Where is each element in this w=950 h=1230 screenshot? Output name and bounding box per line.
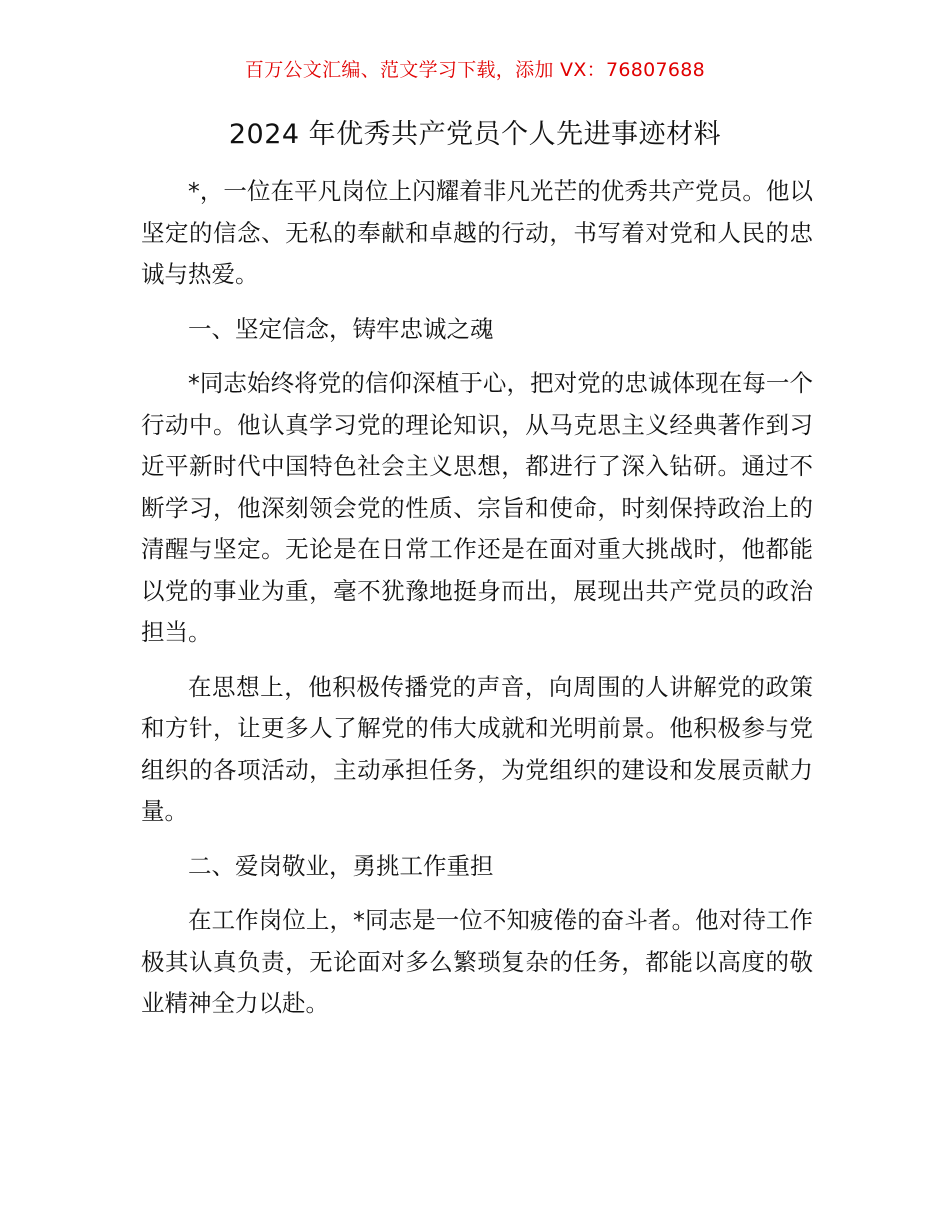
- section-heading-2: 二、爱岗敬业，勇挑工作重担: [188, 851, 494, 880]
- body-paragraph: 在思想上，他积极传播党的声音，向周围的人讲解党的政策和方针，让更多人了解党的伟大成就和光明前景。他积极参与党组织的各项活动，主动承担任务，为党组织的建设和发展贡献力量。: [141, 672, 813, 825]
- section-heading-1: 一、坚定信念，铸牢忠诚之魂: [188, 314, 494, 343]
- body-paragraph: 在工作岗位上，*同志是一位不知疲倦的奋斗者。他对待工作极其认真负责，无论面对多么繁琐复杂的任务，都能以高度的敬业精神全力以赴。: [141, 906, 813, 1017]
- intro-paragraph: *，一位在平凡岗位上闪耀着非凡光芒的优秀共产党员。他以坚定的信念、无私的奉献和卓越的行动，书写着对党和人民的忠诚与热爱。: [141, 177, 813, 288]
- body-paragraph: *同志始终将党的信仰深植于心，把对党的忠诚体现在每一个行动中。他认真学习党的理论知识，从马克思主义经典著作到习近平新时代中国特色社会主义思想，都进行了深入钻研。通过不断学习，他深刻领会党的性质、宗旨和使命，时刻保持政治上的清醒与坚定。无论是在日常工作还是在面对重大挑战时，他都能以党的事业为重，毫不犹豫地挺身而出，展现出共产党员的政治担当。: [141, 369, 813, 646]
- document-body: [141, 171, 813, 1025]
- page-title: 2024 年优秀共产党员个人先进事迹材料: [228, 119, 722, 150]
- header-promo-note: 百万公文汇编、范文学习下载，添加 VX：76807688: [244, 59, 706, 81]
